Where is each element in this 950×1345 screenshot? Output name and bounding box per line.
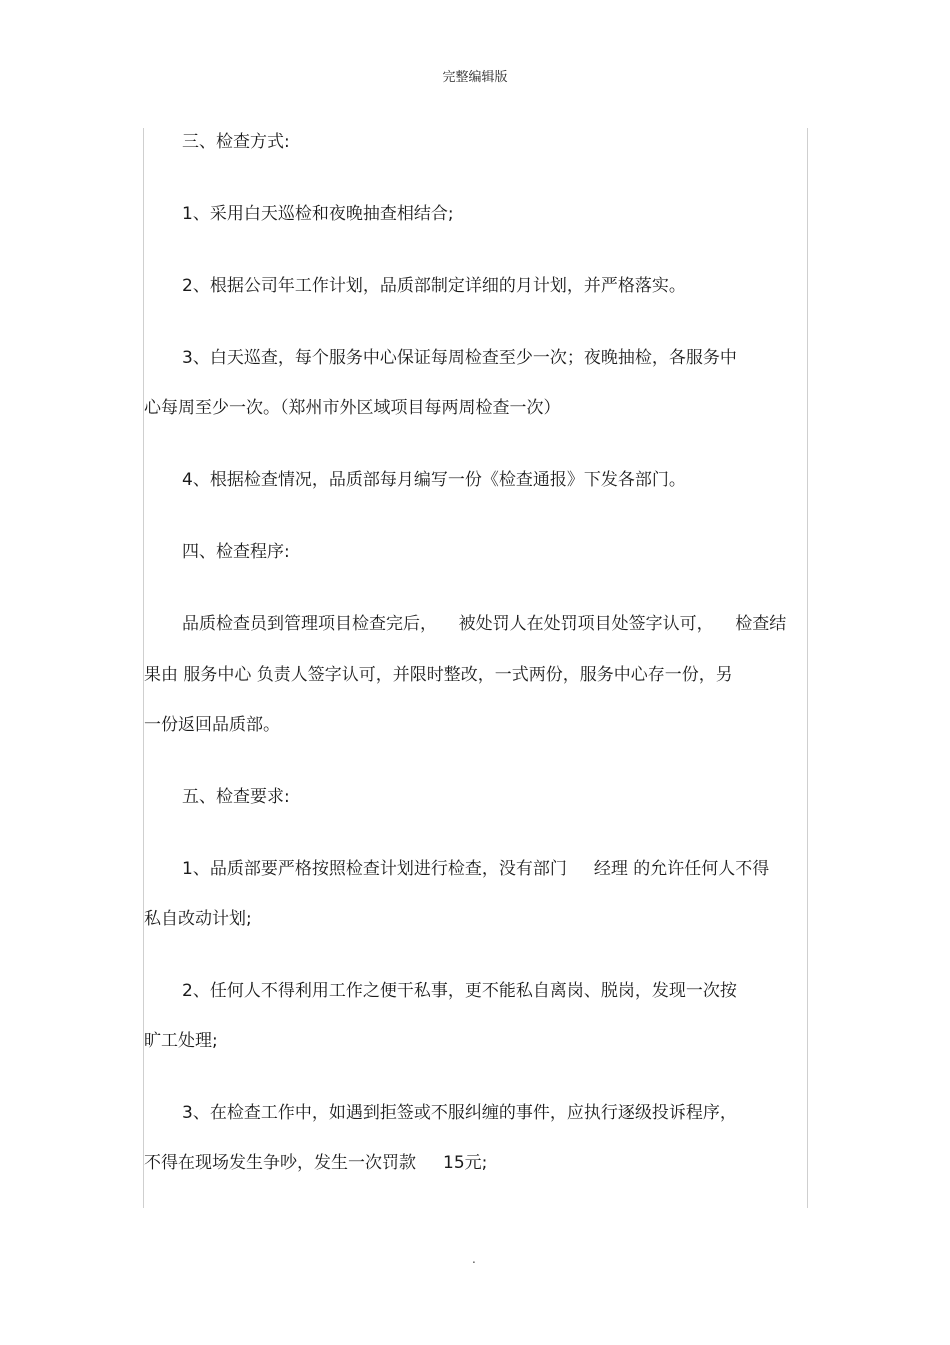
paragraph-line: 一份返回品质部。 — [144, 715, 280, 735]
paragraph-line: 私自改动计划; — [144, 909, 252, 929]
paragraph-line: 不得在现场发生争吵，发生一次罚款 15元; — [144, 1153, 488, 1173]
paragraph-line: 心每周至少一次。（郑州市外区域项目每两周检查一次） — [144, 398, 561, 418]
paragraph-line: 1、采用白天巡检和夜晚抽查相结合; — [182, 204, 454, 224]
paragraph-line: 3、在检查工作中，如遇到拒签或不服纠缠的事件，应执行逐级投诉程序， — [182, 1103, 737, 1123]
paragraph-line: 3、白天巡查，每个服务中心保证每周检查至少一次；夜晚抽检，各服务中 — [182, 348, 737, 368]
section-heading-5: 五、检查要求: — [182, 787, 290, 807]
paragraph-line: 2、根据公司年工作计划，品质部制定详细的月计划，并严格落实。 — [182, 276, 686, 296]
paragraph-line: 1、品质部要严格按照检查计划进行检查，没有部门 经理 的允许任何人不得 — [182, 859, 770, 879]
paragraph-line: 果由 服务中心 负责人签字认可，并限时整改，一式两份，服务中心存一份，另 — [144, 665, 733, 685]
page-header: 完整编辑版 — [442, 70, 508, 85]
section-heading-4: 四、检查程序: — [182, 542, 290, 562]
document-body — [143, 128, 808, 1208]
paragraph-line: 旷工处理; — [144, 1031, 218, 1051]
paragraph-line: 2、任何人不得利用工作之便干私事，更不能私自离岗、脱岗，发现一次按 — [182, 981, 737, 1001]
paragraph-line: 品质检查员到管理项目检查完后， 被处罚人在处罚项目处签字认可， 检查结 — [182, 614, 787, 634]
section-heading-3: 三、检查方式: — [182, 132, 290, 152]
paragraph-line: 4、根据检查情况，品质部每月编写一份《检查通报》下发各部门。 — [182, 470, 686, 490]
page-footer: . — [472, 1252, 476, 1266]
